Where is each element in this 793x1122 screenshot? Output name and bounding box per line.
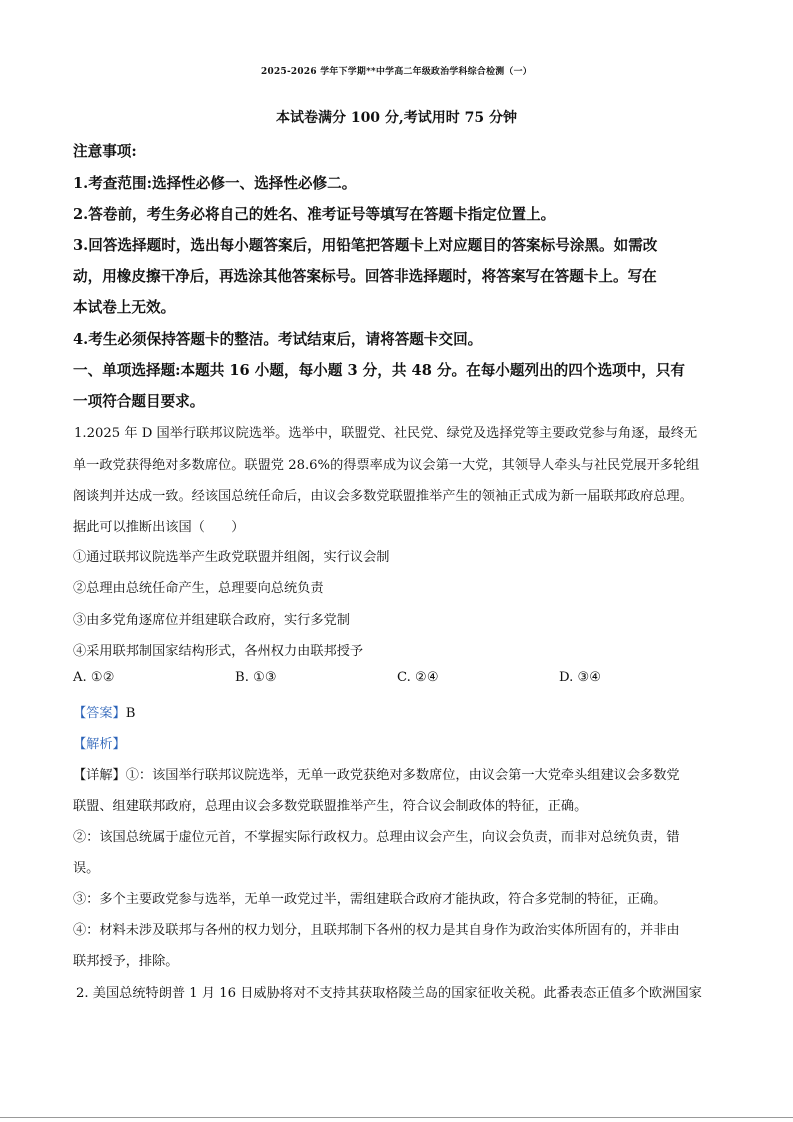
question-stem-line: 1.2025 年 D 国举行联邦议院选举。选举中，联盟党、社民党、绿党及选择党等主要政党参与角逐，最终无 — [74, 426, 698, 441]
answer-tag: 【答案】 — [73, 706, 126, 721]
option-d: D. ③④ — [559, 670, 602, 685]
notes-line: 动，用橡皮擦干净后，再选涂其他答案标号。回答非选择题时，将答案写在答题卡上。写在 — [73, 268, 657, 285]
detail-line: ③：多个主要政党参与选举，无单一政党过半，需组建联合政府才能执政，符合多党制的特征，正确。 — [73, 892, 667, 907]
notes-line: 本试卷上无效。 — [73, 299, 176, 316]
option-c: C. ②④ — [397, 670, 439, 685]
answer-line — [73, 702, 135, 721]
section-heading: 一项符合题目要求。 — [73, 393, 205, 410]
notes-line: 2.答卷前，考生务必将自己的姓名、准考证号等填写在答题卡指定位置上。 — [73, 206, 556, 223]
detail-line: 联邦授予，排除。 — [73, 954, 179, 969]
detail-tag: 【详解】 — [73, 768, 126, 783]
detail-line — [73, 764, 680, 783]
notes-line: 4.考生必须保持答题卡的整洁。考试结束后，请将答题卡交回。 — [73, 331, 483, 348]
exam-subtitle: 本试卷满分 100 分,考试用时 75 分钟 — [275, 110, 518, 126]
statement-3: ③由多党角逐席位并组建联合政府，实行多党制 — [73, 613, 350, 628]
statement-2: ②总理由总统任命产生，总理要向总统负责 — [73, 581, 324, 596]
notes-line: 3.回答选择题时，选出每小题答案后，用铅笔把答题卡上对应题目的答案标号涂黑。如需改 — [73, 237, 658, 254]
detail-line: 联盟、组建联邦政府，总理由议会多数党联盟推举产生，符合议会制政体的特征，正确。 — [73, 799, 588, 814]
detail-text: ①：该国举行联邦议院选举，无单一政党获绝对多数席位，由议会第一大党牵头组建议会多数党 — [125, 768, 680, 783]
detail-line: 误。 — [73, 861, 100, 876]
exam-title: 2025-2026 学年下学期**中学高二年级政治学科综合检测（一） — [261, 67, 532, 77]
question-stem-line: 单一政党获得绝对多数席位。联盟党 28.6%的得票率成为议会第一大党，其领导人牵头与社民党展开多轮组 — [73, 458, 700, 473]
notes-line: 1.考查范围:选择性必修一、选择性必修二。 — [73, 175, 357, 192]
statement-1: ①通过联邦议院选举产生政党联盟并组阁，实行议会制 — [73, 550, 390, 565]
option-a: A. ①② — [73, 670, 115, 685]
answer-value: B — [125, 706, 136, 721]
analysis-tag: 【解析】 — [73, 737, 126, 752]
question-stem-line: 据此可以推断出该国（ ） — [73, 520, 245, 535]
notes-heading: 注意事项: — [73, 143, 137, 160]
detail-line: ④：材料未涉及联邦与各州的权力划分，且联邦制下各州的权力是其自身作为政治实体所固有的，并非由 — [73, 923, 680, 938]
question-stem-line: 阁谈判并达成一致。经该国总统任命后，由议会多数党联盟推举产生的领袖正式成为新一届联邦政府总理。 — [73, 489, 693, 504]
question-2-stem: 2. 美国总统特朗普 1 月 16 日威胁将对不支持其获取格陵兰岛的国家征收关税。此番表态正值多个欧洲国家 — [76, 986, 702, 1001]
detail-line: ②：该国总统属于虚位元首，不掌握实际行政权力。总理由议会产生，向议会负责，而非对总统负责，错 — [73, 830, 680, 845]
option-b: B. ①③ — [235, 670, 277, 685]
statement-4: ④采用联邦制国家结构形式，各州权力由联邦授予 — [73, 644, 364, 659]
page-bottom-divider — [0, 1117, 793, 1118]
section-heading: 一、单项选择题:本题共 16 小题，每小题 3 分，共 48 分。在每小题列出的四个选项中，只有 — [73, 362, 686, 379]
